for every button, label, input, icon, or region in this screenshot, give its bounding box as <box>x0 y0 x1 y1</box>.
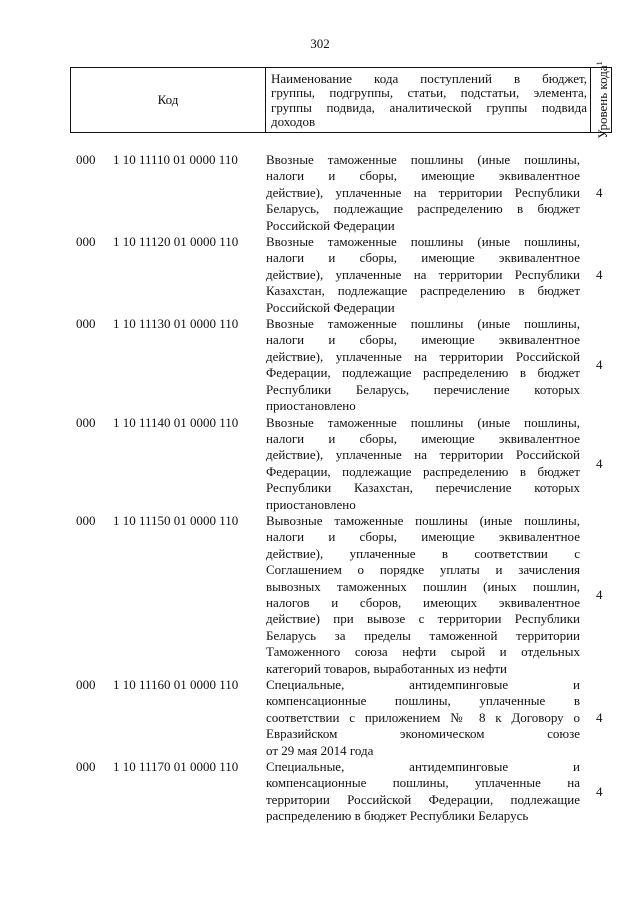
header-name-line: доходов <box>271 114 316 129</box>
income-name-line: Федерации, подлежащие распределению в бюджет <box>266 463 580 479</box>
code-level: 4 <box>596 357 603 373</box>
budget-code: 1 10 11120 01 0000 110 <box>113 234 239 250</box>
income-name-line: категорий товаров, выработанных из нефти <box>266 660 507 676</box>
code-level: 4 <box>596 783 603 799</box>
income-name <box>266 152 580 234</box>
income-name-line: Ввозные таможенные пошлины (иные пошлины, <box>266 414 580 430</box>
income-name <box>266 415 580 513</box>
income-name-line: налоги и сборы, имеющие эквивалентное <box>266 168 580 184</box>
footnote-marker: 1 <box>594 61 604 66</box>
income-name-line: Беларусь за пределы таможенной территории <box>266 627 580 643</box>
budget-code: 1 10 11140 01 0000 110 <box>113 414 239 430</box>
income-name <box>266 759 580 825</box>
income-name <box>266 513 580 677</box>
income-name-line: Беларусь, подлежащие распределению в бюджет <box>266 201 580 217</box>
income-name-line: распределению в бюджет Республики Беларусь <box>266 808 529 824</box>
income-name-line: Таможенного союза нефти сырой и отдельных <box>266 644 580 660</box>
admin-code: 000 <box>76 316 96 332</box>
income-name-line: приостановлено <box>266 398 356 414</box>
page-number: 302 <box>310 36 330 51</box>
header-code-cell: Код <box>71 68 266 133</box>
table-row <box>0 152 640 234</box>
header-name-line: группы подвида, аналитической группы подвида <box>271 99 587 115</box>
header-name-line: Наименование кода поступлений в бюджет, <box>271 70 587 86</box>
code-level: 4 <box>596 455 603 471</box>
income-name-line: компенсационные пошлины, уплаченные в <box>266 693 580 709</box>
income-name-line: соответствии с приложением № 8 к Договору о <box>266 709 580 725</box>
level-label-text: Уровень кода <box>595 65 611 139</box>
admin-code: 000 <box>76 152 96 167</box>
admin-code: 000 <box>76 234 96 250</box>
income-name-line: вывозных таможенных пошлин (иных пошлин, <box>266 578 580 594</box>
header-level-label <box>593 61 609 138</box>
budget-code: 1 10 11160 01 0000 110 <box>113 677 239 692</box>
admin-code: 000 <box>76 677 96 692</box>
table-header <box>70 61 612 139</box>
table-row <box>0 677 640 759</box>
code-level: 4 <box>596 266 603 282</box>
budget-code: 1 10 11110 01 0000 110 <box>113 152 238 167</box>
income-name-line: действие), уплаченные на территории Республики <box>266 266 580 282</box>
code-level: 4 <box>596 586 603 602</box>
income-name-line: налоги и сборы, имеющие эквивалентное <box>266 529 580 545</box>
admin-code: 000 <box>76 759 96 775</box>
income-name <box>266 316 580 414</box>
income-name-line: действие), уплаченные в соответствии с <box>266 545 580 561</box>
header-name-line: группы, подгруппы, статьи, подстатьи, элемента, <box>271 85 587 100</box>
table-row <box>0 234 640 316</box>
admin-code: 000 <box>76 414 96 430</box>
income-name-line: Соглашением о порядке уплаты и зачисления <box>266 562 580 578</box>
header-level-cell <box>591 61 612 139</box>
income-name-line: компенсационные пошлины, уплаченные на <box>266 775 580 791</box>
income-name-line: действие), уплаченные на территории Республики <box>266 184 580 200</box>
code-level: 4 <box>596 709 603 725</box>
income-name <box>266 677 580 759</box>
income-name-line: налогов и сборов, имеющих эквивалентное <box>266 594 580 610</box>
income-name-line: территории Российской Федерации, подлежащие <box>266 791 580 807</box>
income-name-line: приостановлено <box>266 496 356 512</box>
income-name-line: Республики Беларусь, перечисление которых <box>266 381 580 397</box>
income-name-line: действие), уплаченные на территории Российской <box>266 447 580 463</box>
income-name-line: действие), уплаченные на территории Российской <box>266 348 580 364</box>
income-name-line: от 29 мая 2014 года <box>266 742 374 758</box>
code-level: 4 <box>596 184 603 200</box>
table-row <box>0 316 640 414</box>
admin-code: 000 <box>76 512 96 528</box>
table-row <box>0 759 640 825</box>
income-name-line: действие) при вывозе с территории Республики <box>266 611 580 627</box>
income-name-line: Казахстан, подлежащие распределению в бюджет <box>266 283 580 299</box>
table-row <box>0 513 640 677</box>
table-body <box>0 152 640 825</box>
income-name-line: Федерации, подлежащие распределению в бюджет <box>266 365 580 381</box>
income-name-line: Российской Федерации <box>266 217 395 233</box>
income-name-line: Евразийском экономическом союзе <box>266 726 580 742</box>
table-row <box>0 415 640 513</box>
income-name-line: Вывозные таможенные пошлины (иные пошлины, <box>266 512 580 528</box>
header-name-cell <box>266 68 591 133</box>
income-name-line: Специальные, антидемпинговые и <box>266 677 580 692</box>
income-name-line: Ввозные таможенные пошлины (иные пошлины, <box>266 234 580 250</box>
budget-code: 1 10 11150 01 0000 110 <box>113 512 239 528</box>
income-name-line: налоги и сборы, имеющие эквивалентное <box>266 430 580 446</box>
income-name-line: Ввозные таможенные пошлины (иные пошлины, <box>266 316 580 332</box>
income-name-line: налоги и сборы, имеющие эквивалентное <box>266 250 580 266</box>
budget-code: 1 10 11130 01 0000 110 <box>113 316 239 332</box>
income-name-line: Российской Федерации <box>266 299 395 315</box>
income-name-line: налоги и сборы, имеющие эквивалентное <box>266 332 580 348</box>
income-name <box>266 234 580 316</box>
budget-code: 1 10 11170 01 0000 110 <box>113 759 239 775</box>
income-name-line: Ввозные таможенные пошлины (иные пошлины, <box>266 152 580 167</box>
income-name-line: Специальные, антидемпинговые и <box>266 759 580 775</box>
income-name-line: Республики Казахстан, перечисление которых <box>266 480 580 496</box>
